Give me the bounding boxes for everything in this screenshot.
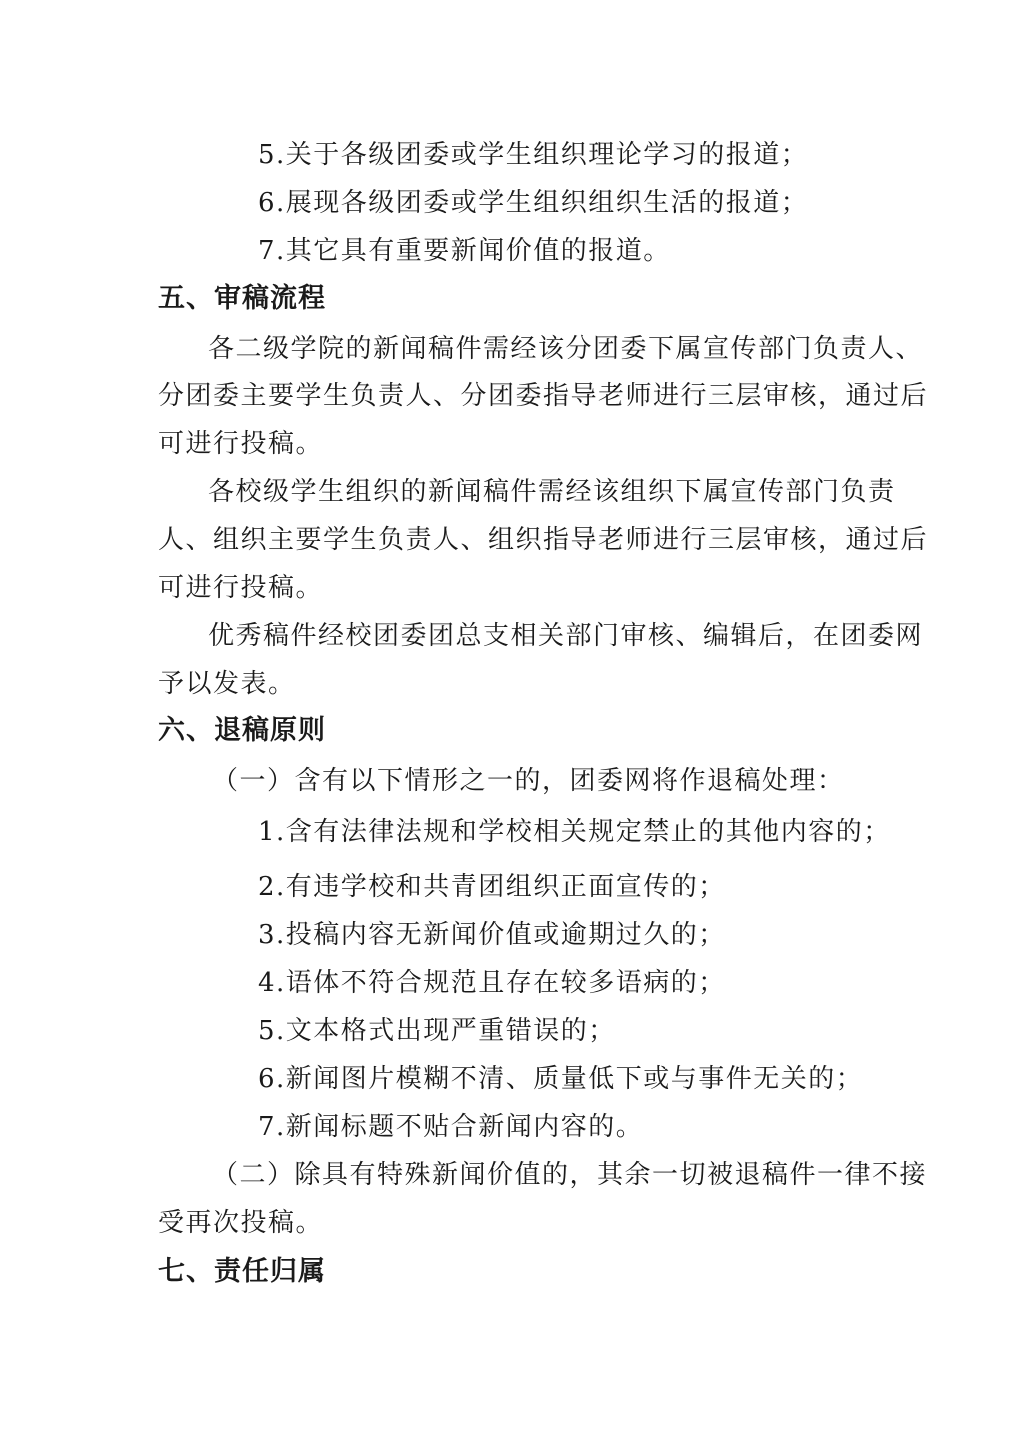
- paragraph-line: 分团委主要学生负责人、分团委指导老师进行三层审核，通过后: [158, 381, 929, 411]
- sub-clause: （一）含有以下情形之一的，团委网将作退稿处理：: [212, 766, 845, 796]
- list-item: 3.投稿内容无新闻价值或逾期过久的；: [258, 920, 726, 950]
- list-item: 4.语体不符合规范且存在较多语病的；: [258, 968, 726, 998]
- paragraph-line: 人、组织主要学生负责人、组织指导老师进行三层审核，通过后: [158, 525, 929, 555]
- list-item: 2.有违学校和共青团组织正面宣传的；: [258, 872, 726, 902]
- list-item: 7.其它具有重要新闻价值的报道。: [258, 236, 671, 266]
- paragraph-line: 予以发表。: [158, 669, 296, 699]
- sub-clause: （二）除具有特殊新闻价值的，其余一切被退稿件一律不接: [212, 1160, 928, 1190]
- list-item: 5.文本格式出现严重错误的；: [258, 1016, 616, 1046]
- paragraph-line: 优秀稿件经校团委团总支相关部门审核、编辑后，在团委网: [208, 621, 924, 651]
- paragraph-line: 可进行投稿。: [158, 429, 324, 459]
- section-heading-review-process: 五、审稿流程: [158, 283, 326, 314]
- section-heading-rejection-principles: 六、退稿原则: [158, 715, 326, 746]
- paragraph-line: 各校级学生组织的新闻稿件需经该组织下属宣传部门负责: [208, 477, 896, 507]
- list-item: 6.展现各级团委或学生组织组织生活的报道；: [258, 188, 809, 218]
- list-item: 5.关于各级团委或学生组织理论学习的报道；: [258, 140, 809, 170]
- list-item: 1.含有法律法规和学校相关规定禁止的其他内容的；: [258, 817, 891, 847]
- list-item: 6.新闻图片模糊不清、质量低下或与事件无关的；: [258, 1064, 864, 1094]
- paragraph-line: 各二级学院的新闻稿件需经该分团委下属宣传部门负责人、: [208, 334, 924, 364]
- paragraph-line: 受再次投稿。: [158, 1208, 324, 1238]
- section-heading-responsibility: 七、责任归属: [158, 1256, 326, 1287]
- paragraph-line: 可进行投稿。: [158, 573, 324, 603]
- list-item: 7.新闻标题不贴合新闻内容的。: [258, 1112, 644, 1142]
